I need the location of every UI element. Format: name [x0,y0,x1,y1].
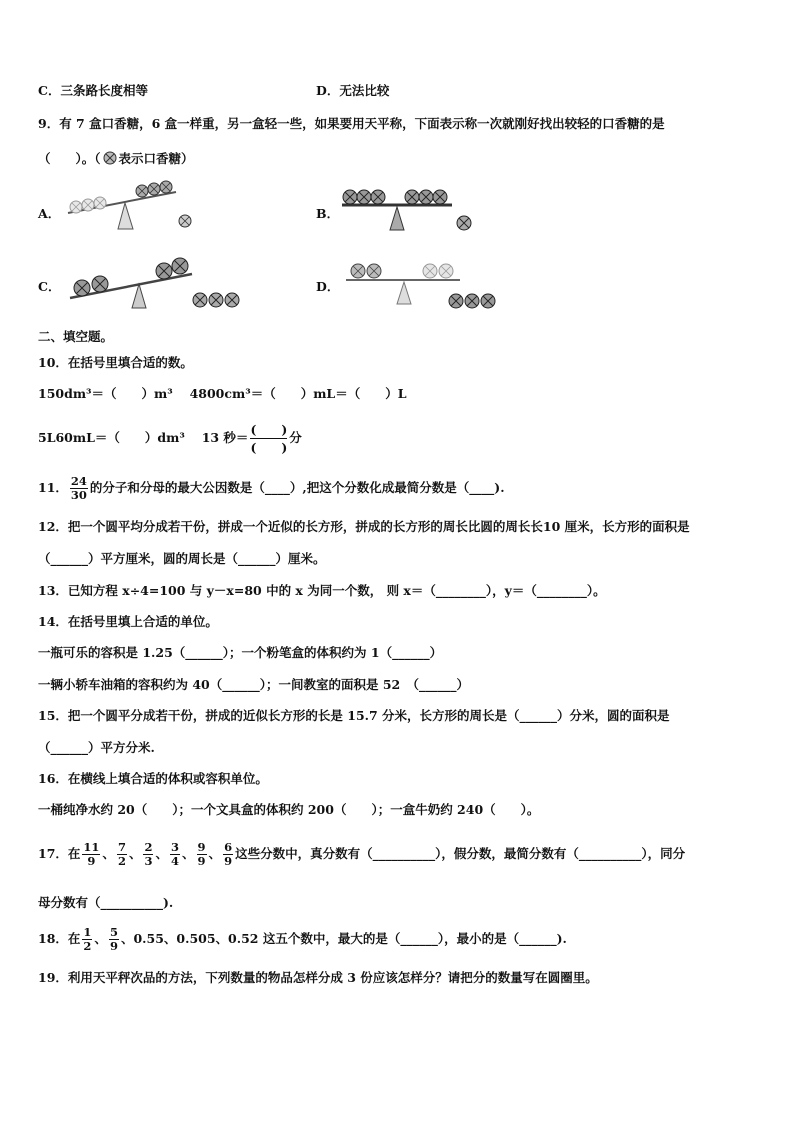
fraction-numerator: 6 [224,840,233,854]
q17-text: 这些分数中，真分数有（__________），假分数，最简分数有（__________），同分 [235,846,686,861]
fraction-denominator: ( ) [250,440,288,455]
q18-text: 、0.55、0.505、0.52 这五个数中，最大的是（______），最小的是（______). [120,931,567,946]
fraction-numerator: ( ) [250,422,288,437]
section-heading: 二、填空题。 [38,329,114,344]
q15-line1: 15．把一个圆平分成若干份，拼成的近似长方形的长是 15.7 分米，长方形的周长是（______）分米，圆的面积是 [38,708,670,723]
q14-title: 14．在括号里填上合适的单位。 [38,614,218,629]
separator: 、 [94,931,107,946]
fraction-numerator: 9 [197,840,206,854]
fraction-numerator: 1 [83,925,92,939]
separator: 、 [102,846,115,861]
q17-line1 [38,836,685,872]
fraction-denominator: 4 [171,854,180,868]
q10-line2-unit: 分 [289,430,302,445]
balance-scale-b [340,182,480,234]
fraction-numerator: 5 [109,925,118,939]
q17-line2: 母分数有（__________). [38,895,174,910]
q12-line1: 12．把一个圆平均分成若干份，拼成一个近似的长方形，拼成的长方形的周长比圆的周长长10 厘米，长方形的面积是 [38,519,690,534]
balance-scale-a [64,178,204,236]
q16-line1: 一桶纯净水约 20（ ）；一个文具盒的体积约 200（ ）；一盒牛奶约 240（ ）。 [38,802,540,817]
fraction-numerator: 11 [83,840,100,854]
balance-scale-d [342,258,512,314]
q8-option-d: D．无法比较 [316,83,390,98]
q9-option-c-label: C． [38,279,61,294]
q12-line2: （______）平方厘米，圆的周长是（______）厘米。 [38,551,326,566]
fraction-denominator: 3 [144,854,153,868]
q11-number: 11． [38,480,68,495]
q9-stem-post: 表示口香糖） [118,151,194,166]
q9-stem-line2 [38,151,194,167]
q11-text: 的分子和分母的最大公因数是（____）,把这个分数化成最简分数是（____). [89,480,505,495]
q18-number: 18．在 [38,931,81,946]
q9-stem-pre: （ ）。（ [38,151,101,166]
fraction-numerator: 3 [171,840,180,854]
balance-scale-c [66,252,256,312]
q18 [38,921,567,957]
q9-option-d-label: D． [316,279,340,294]
fraction-denominator: 9 [109,939,118,953]
fraction-3-4 [170,841,180,868]
fraction-24-30 [70,475,88,502]
fraction-9-9 [197,841,207,868]
fraction-numerator: 7 [117,840,126,854]
separator: 、 [208,846,222,861]
fraction-numerator: 24 [70,474,87,488]
fraction-denominator: 9 [87,854,96,868]
q10-line2-pre: 5L60mL＝（ ）dm³ 13 秒＝ [38,430,249,445]
fraction-7-2 [117,841,127,868]
fraction-denominator: 9 [224,854,233,868]
q9-option-a-label: A． [38,206,61,221]
q8-option-c: C．三条路长度相等 [38,83,148,98]
q9-option-b-label: B． [316,206,340,221]
fraction-11-9 [82,841,100,868]
q10-line1: 150dm³＝（ ）m³ 4800cm³＝（ ）mL＝（ ）L [38,386,407,401]
separator: 、 [155,846,168,861]
fraction-denominator: 30 [70,488,87,502]
fraction-2-3 [143,841,153,868]
q17-number: 17．在 [38,846,81,861]
q11 [38,470,505,506]
q10-line2 [38,418,302,458]
q19: 19．利用天平秤次品的方法，下列数量的物品怎样分成 3 份应该怎样分？请把分的数量写在圆圈里。 [38,970,598,985]
q14-line1: 一瓶可乐的容积是 1.25（______）；一个粉笔盒的体积约为 1（______） [38,645,443,660]
fraction-5-9 [109,926,119,953]
fraction-denominator: 9 [197,854,206,868]
q13: 13．已知方程 x÷4=100 与 y－x=80 中的 x 为同一个数， 则 x＝（________），y＝（________）。 [38,583,606,598]
fraction-6-9 [223,841,233,868]
q9-stem: 9．有 7 盒口香糖，6 盒一样重，另一盒轻一些，如果要用天平称，下面表示称一次就刚好找出较轻的口香糖的是 [38,116,665,131]
minutes-fraction [250,421,287,456]
fraction-denominator: 2 [83,939,92,953]
separator: 、 [182,846,195,861]
separator: 、 [128,846,142,861]
fraction-numerator: 2 [144,840,153,854]
q16-title: 16．在横线上填合适的体积或容积单位。 [38,771,268,786]
fraction-denominator: 2 [117,854,126,868]
q10-title: 10．在括号里填合适的数。 [38,355,193,370]
fraction-1-2 [82,926,92,953]
q15-line2: （______）平方分米. [38,740,155,755]
gum-icon [103,151,117,165]
q14-line2: 一辆小轿车油箱的容积约为 40（______）；一间教室的面积是 52 （______） [38,677,469,692]
